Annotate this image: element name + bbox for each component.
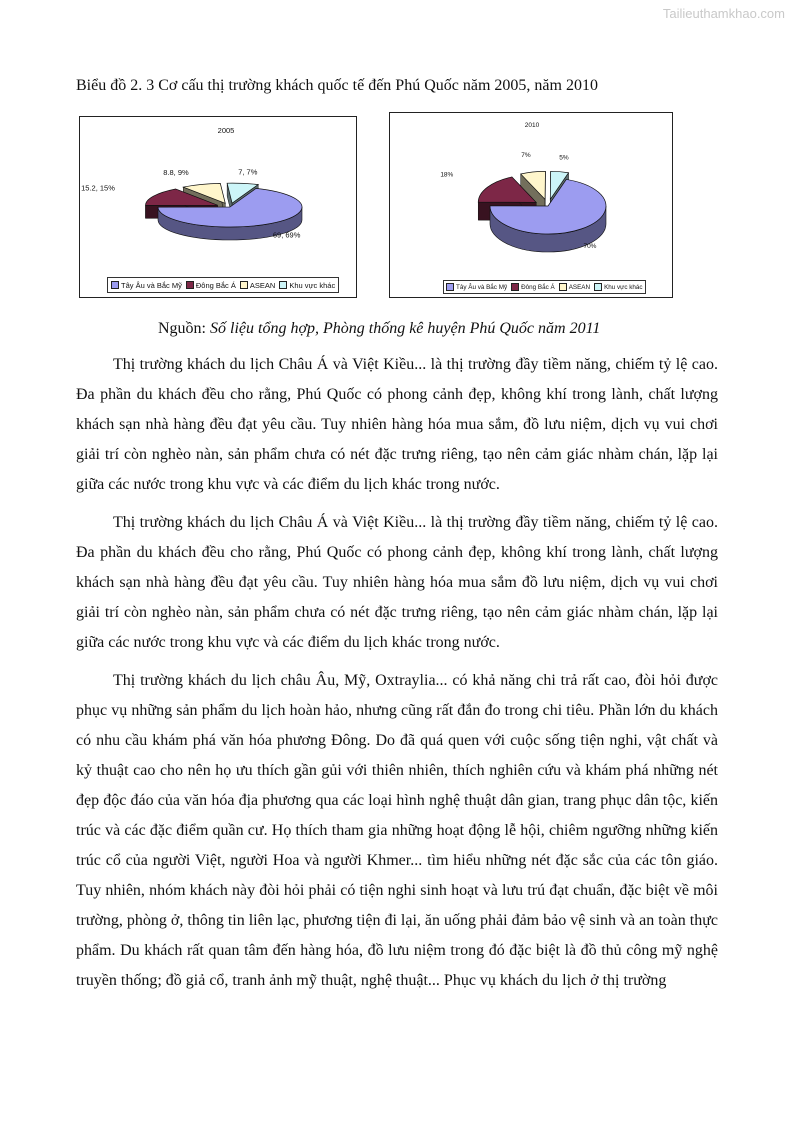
paragraph-western-market: Thị trường khách du lịch châu Âu, Mỹ, Oxtraylia... có khả năng chi trả rất cao, đòi hỏi được phục vụ những sản phẩm du lịch hoàn hảo, nhưng cũng rất đắn đo trong chi tiêu. Phần lớn du khách có nhu cầu khám phá văn hóa phương Đông. Do đã quá quen với cuộc sống tiện nghi, vật chất và kỷ thuật cao cho nên họ ưu thích gần gủi với thiên nhiên, thích nghiên cứu và khám phá những nét đẹp độc đáo của văn hóa địa phương qua các loại hình nghệ thuật dân gian, trang phục dân tộc, kiến trúc và các đặc điểm quần cư. Họ thích tham gia những hoạt động lễ hội, chiêm ngưỡng những kiến trúc cổ của người Việt, người Hoa và người Khmer... tìm hiểu những nét đặc sắc của các tôn giáo. Tuy nhiên, nhóm khách này đòi hỏi phải có tiện nghi sinh hoạt và lưu trú đạt chuẩn, đặc biệt về môi trường, phòng ở, thông tin liên lạc, phương tiện đi lại, ăn uống phải đảm bảo vệ sinh và an toàn thực phẩm. Du khách rất quan tâm đến hàng hóa, đồ lưu niệm trong đó đặc biệt là đồ thủ công mỹ nghệ truyền thống; đồ giả cổ, tranh ảnh mỹ thuật, nghệ thuật... Phục vụ khách du lịch ở thị trường — [76, 672, 718, 989]
legend-swatch — [240, 281, 248, 289]
data-label: 7, 7% — [238, 167, 258, 177]
data-label: 18% — [440, 171, 454, 179]
legend-label: Khu vực khác — [289, 280, 336, 290]
figure-source — [158, 320, 600, 338]
pie-chart-2005-svg — [80, 117, 356, 297]
data-label: 70% — [583, 242, 597, 250]
legend-label: Khu vực khác — [604, 283, 643, 291]
source-prefix: Nguồn: — [158, 320, 210, 337]
legend-item — [279, 281, 335, 290]
legend-label: Tây Âu và Bắc Mỹ — [456, 283, 508, 291]
legend-label: ASEAN — [568, 283, 591, 291]
data-label: 7% — [521, 151, 531, 159]
chart-title: 2005 — [217, 126, 235, 135]
pie-chart-2010 — [389, 112, 673, 298]
legend-item — [186, 281, 236, 290]
legend-item — [240, 281, 275, 290]
legend-label: Tây Âu và Bắc Mỹ — [121, 280, 182, 290]
legend-item — [111, 281, 182, 290]
legend-swatch — [559, 283, 567, 291]
paragraph-asia-market: Thị trường khách du lịch Châu Á và Việt Kiều... là thị trường đầy tiềm năng, chiếm tỷ lệ cao. Đa phần du khách đều cho rằng, Phú Quốc có phong cảnh đẹp, không khí trong lành, chất lượng khách sạn nhà hàng đều đạt yêu cầu. Tuy nhiên hàng hóa mua sắm, đồ lưu niệm, dịch vụ vui chơi giải trí còn nghèo nàn, sản phẩm chưa có nét đặc trưng riêng, tạo nên cảm giác nhàm chán, lặp lại giữa các nước trong khu vực và các điểm du lịch khác trong nước. — [76, 356, 718, 493]
legend-swatch — [279, 281, 287, 289]
pie-chart-2010-svg — [390, 113, 672, 297]
legend-label: ASEAN — [249, 280, 276, 290]
data-label: 69, 69% — [272, 230, 301, 240]
source-text: Số liệu tổng hợp, Phòng thống kê huyện Phú Quốc năm 2011 — [210, 320, 601, 337]
legend-swatch — [111, 281, 119, 289]
pie-chart-2005 — [79, 116, 357, 298]
legend-item — [594, 283, 643, 291]
paragraph-asia-market-repeat: Thị trường khách du lịch Châu Á và Việt Kiều... là thị trường đầy tiềm năng, chiếm tỷ lệ cao. Đa phần du khách đều cho rằng, Phú Quốc có phong cảnh đẹp, không khí trong lành, chất lượng khách sạn nhà hàng đều đạt yêu cầu. Tuy nhiên hàng hóa mua sắm đồ lưu niệm, dịch vụ vui chơi giải trí còn nghèo nàn, sản phẩm chưa có nét đặc trưng riêng, tạo nên cảm giác nhàm chán, lặp lại giữa các nước trong khu vực và các điểm du lịch khác trong nước. — [76, 514, 718, 651]
legend-label: Đông Bắc Á — [195, 280, 236, 290]
data-label: 15.2, 15% — [81, 183, 115, 193]
legend-swatch — [446, 283, 454, 291]
legend-swatch — [594, 283, 602, 291]
chart-title: 2010 — [524, 122, 540, 129]
figure-caption: Biểu đồ 2. 3 Cơ cấu thị trường khách quốc tế đến Phú Quốc năm 2005, năm 2010 — [76, 77, 598, 94]
legend-label: Đông Bắc Á — [521, 283, 555, 291]
data-label: 5% — [559, 154, 569, 162]
chart-legend-2010 — [443, 280, 646, 294]
legend-item — [446, 283, 507, 291]
chart-legend-2005 — [107, 277, 339, 293]
legend-swatch — [511, 283, 519, 291]
watermark: Tailieuthamkhao.com — [662, 6, 785, 21]
legend-item — [559, 283, 590, 291]
legend-item — [511, 283, 555, 291]
data-label: 8.8, 9% — [163, 168, 189, 178]
legend-swatch — [186, 281, 194, 289]
